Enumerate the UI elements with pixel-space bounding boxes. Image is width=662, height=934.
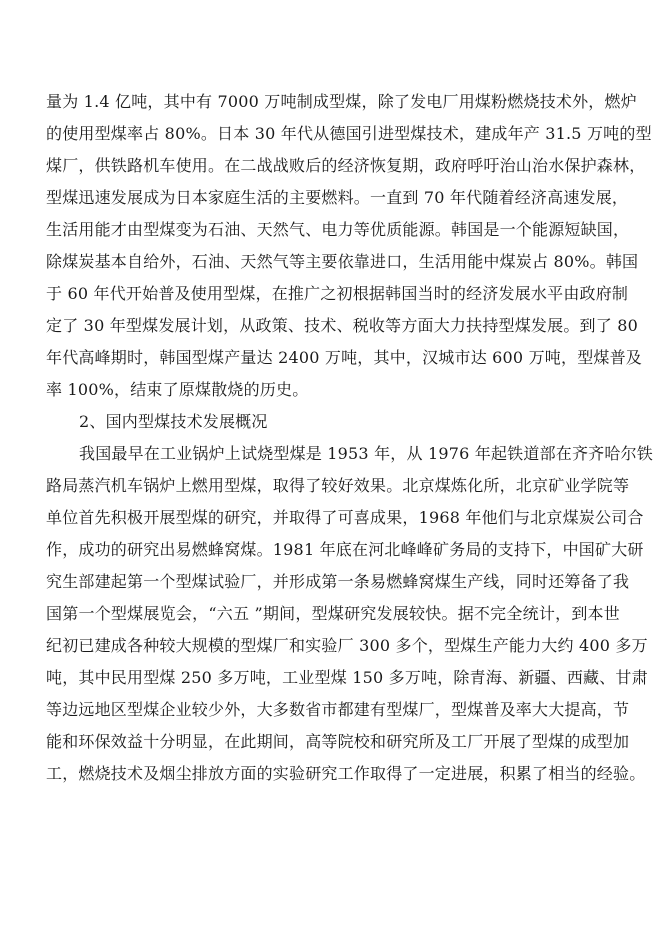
paragraph-line: 型煤迅速发展成为日本家庭生活的主要燃料。一直到 70 年代随着经济高速发展，: [46, 188, 629, 207]
paragraph-line: 量为 1.4 亿吨，其中有 7000 万吨制成型煤，除了发电厂用煤粉燃烧技术外，燃炉: [46, 92, 637, 111]
paragraph-line: 的使用型煤率占 80%。日本 30 年代从德国引进型煤技术，建成年产 31.5 万吨的型: [46, 124, 652, 143]
paragraph-line: 国第一个型煤展览会，“六五 ”期间，型煤研究发展较快。据不完全统计，到本世: [46, 604, 620, 623]
paragraph-line: 作，成功的研究出易燃蜂窝煤。1981 年底在河北峰峰矿务局的支持下，中国矿大研: [46, 540, 644, 559]
paragraph-line: 单位首先积极开展型煤的研究，并取得了可喜成果，1968 年他们与北京煤炭公司合: [46, 508, 644, 527]
paragraph-line: 究生部建起第一个型煤试验厂，并形成第一条易燃蜂窝煤生产线，同时还筹备了我: [46, 572, 630, 591]
paragraph-line: 纪初已建成各种较大规模的型煤厂和实验厂 300 多个，型煤生产能力大约 400 多万: [46, 636, 648, 655]
paragraph-line: 等边远地区型煤企业较少外，大多数省市都建有型煤厂，型煤普及率大大提高，节: [46, 700, 630, 719]
paragraph-line: 年代高峰期时，韩国型煤产量达 2400 万吨，其中，汉城市达 600 万吨，型煤普及: [46, 348, 643, 367]
paragraph-line: 除煤炭基本自给外，石油、天然气等主要依靠进口，生活用能中煤炭占 80%。韩国: [46, 252, 639, 271]
paragraph-line: 煤厂，供铁路机车使用。在二战战败后的经济恢复期，政府呼吁治山治水保护森林，: [46, 156, 646, 175]
paragraph-line: 工，燃烧技术及烟尘排放方面的实验研究工作取得了一定进展，积累了相当的经验。: [46, 764, 646, 783]
paragraph-line: 吨，其中民用型煤 250 多万吨，工业型煤 150 多万吨，除青海、新疆、西藏、甘肃: [46, 668, 648, 687]
paragraph-line: 路局蒸汽机车锅炉上燃用型煤，取得了较好效果。北京煤炼化所，北京矿业学院等: [46, 476, 630, 495]
paragraph-line: 我国最早在工业锅炉上试烧型煤是 1953 年，从 1976 年起铁道部在齐齐哈尔铁: [79, 444, 653, 463]
section-heading: 2、国内型煤技术发展概况: [79, 412, 268, 431]
paragraph-line: 率 100%，结束了原煤散烧的历史。: [46, 380, 309, 399]
paragraph-line: 生活用能才由型煤变为石油、天然气、电力等优质能源。韩国是一个能源短缺国，: [46, 220, 630, 239]
paragraph-line: 于 60 年代开始普及使用型煤，在推广之初根据韩国当时的经济发展水平由政府制: [46, 284, 629, 303]
paragraph-line: 定了 30 年型煤发展计划，从政策、技术、税收等方面大力扶持型煤发展。到了 80: [46, 316, 638, 335]
paragraph-line: 能和环保效益十分明显，在此期间，高等院校和研究所及工厂开展了型煤的成型加: [46, 732, 630, 751]
